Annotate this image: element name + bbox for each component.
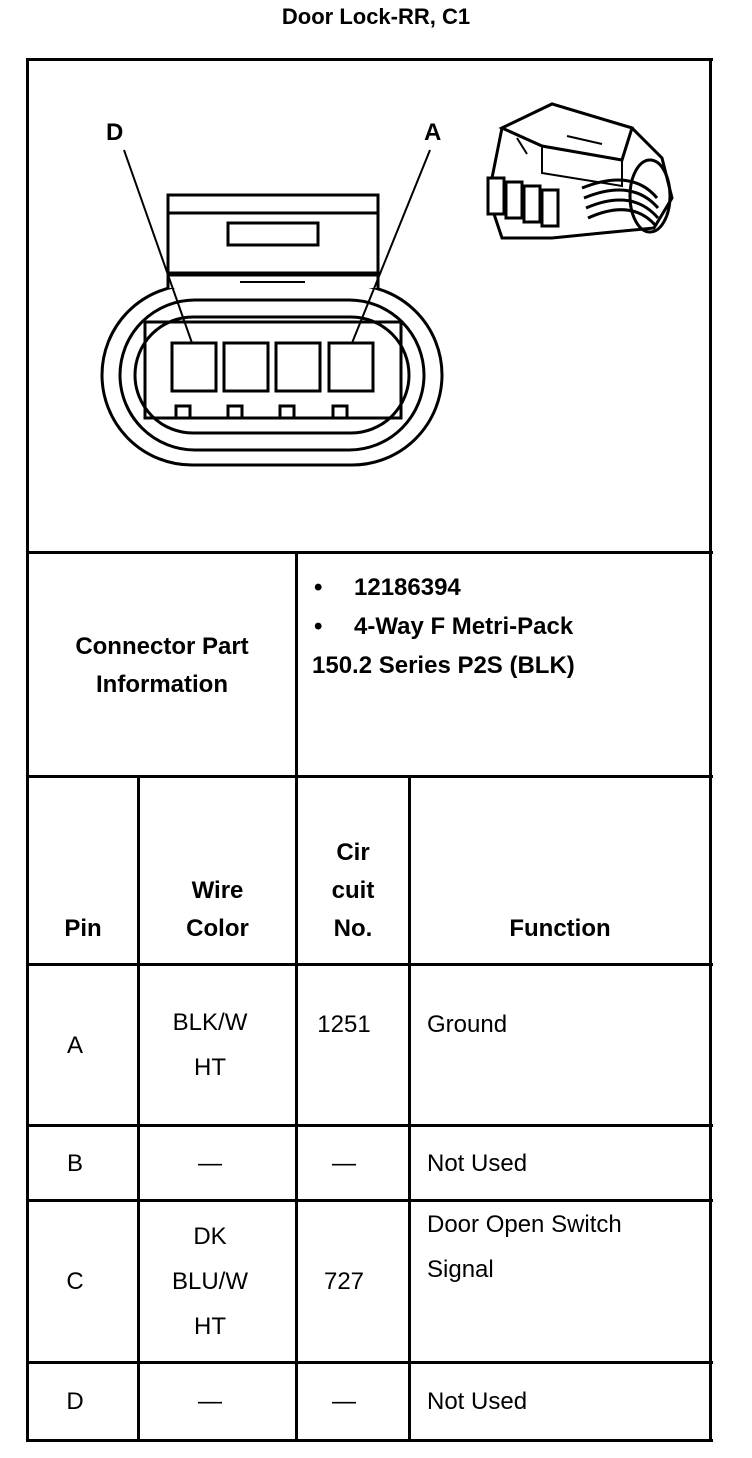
row-b-pin: B (66, 1149, 83, 1177)
pin-label-a: A (424, 119, 442, 146)
iso-cavity-2 (506, 182, 522, 218)
row-d-function (427, 1364, 707, 1439)
info-bottom-border (26, 775, 713, 778)
connector-info-label-line2: Information (96, 671, 228, 698)
keyway-2 (228, 406, 242, 418)
row-a-wire-line2: HT (194, 1054, 226, 1081)
row-b-function (427, 1127, 707, 1199)
bullet: • (314, 613, 323, 640)
part-number-item (312, 568, 575, 607)
row-d-function-line1: Not Used (427, 1388, 528, 1415)
connector-info-details (312, 568, 575, 685)
row-c-function-line2: Signal (427, 1256, 494, 1283)
header-function: Function (509, 915, 611, 942)
pin-cavity-c (224, 343, 268, 391)
row-c-circuit: 727 (323, 1268, 365, 1295)
row-d-pin: D (66, 1388, 84, 1415)
row-c-wire-line1: DK (193, 1223, 227, 1250)
frame-top-border (26, 58, 713, 61)
row-b-wire-color: — (198, 1149, 222, 1177)
iso-cavity-1 (488, 178, 504, 214)
iso-cavity-4 (542, 190, 558, 226)
row-c-wire-line3: HT (194, 1313, 226, 1340)
bullet: • (314, 574, 323, 601)
header-wire-color-line2: Color (186, 915, 249, 942)
header-pin: Pin (64, 915, 102, 942)
row-c-pin: C (66, 1268, 84, 1295)
header-circuit-line2: cuit (331, 877, 375, 904)
row-b-circuit: — (332, 1149, 356, 1177)
pin-cavity-a (329, 343, 373, 391)
row-a-function-line1: Ground (427, 1010, 508, 1038)
keyway-4 (333, 406, 347, 418)
part-number: 12186394 (354, 574, 461, 601)
row-a-circuit: 1251 (317, 1010, 371, 1038)
header-circuit-line3: No. (333, 915, 373, 942)
row-a-wire-line1: BLK/W (172, 1009, 248, 1036)
row-a-function (427, 966, 707, 1124)
description-line2: 150.2 Series P2S (BLK) (312, 652, 575, 679)
pin-label-d: D (106, 119, 124, 146)
header-wire-color (140, 872, 295, 948)
description-item (312, 607, 575, 646)
diagram-bottom-border (26, 551, 713, 554)
table-bottom-border (26, 1439, 713, 1442)
row-b-function-line1: Not Used (427, 1149, 528, 1177)
header-circuit (298, 834, 408, 948)
row-d-wire-color: — (198, 1388, 222, 1415)
frame-right-border (709, 58, 712, 1442)
description-line1: 4-Way F Metri-Pack (354, 613, 574, 640)
row-a-pin: A (66, 1031, 83, 1059)
connector-info-label-line1: Connector Part (75, 633, 249, 660)
row-a-wire-color (140, 966, 280, 1124)
row-c-wire-color (140, 1202, 280, 1361)
connector-isometric-view (482, 98, 682, 248)
iso-cavity-3 (524, 186, 540, 222)
connector-info-label (29, 628, 295, 704)
page-title: Door Lock-RR, C1 (281, 4, 471, 29)
row-c-wire-line2: BLU/W (171, 1268, 248, 1295)
keyway-3 (280, 406, 294, 418)
row-c-function (427, 1202, 707, 1361)
row-c-function-line1: Door Open Switch (427, 1211, 622, 1238)
cavity-area (145, 322, 401, 418)
pin-cavity-d (172, 343, 216, 391)
pin-cavity-b (276, 343, 320, 391)
keyway-1 (176, 406, 190, 418)
header-circuit-line1: Cir (336, 839, 370, 866)
header-wire-color-line1: Wire (191, 877, 244, 904)
circuit-column-divider (408, 775, 411, 1442)
row-d-circuit: — (332, 1388, 356, 1415)
